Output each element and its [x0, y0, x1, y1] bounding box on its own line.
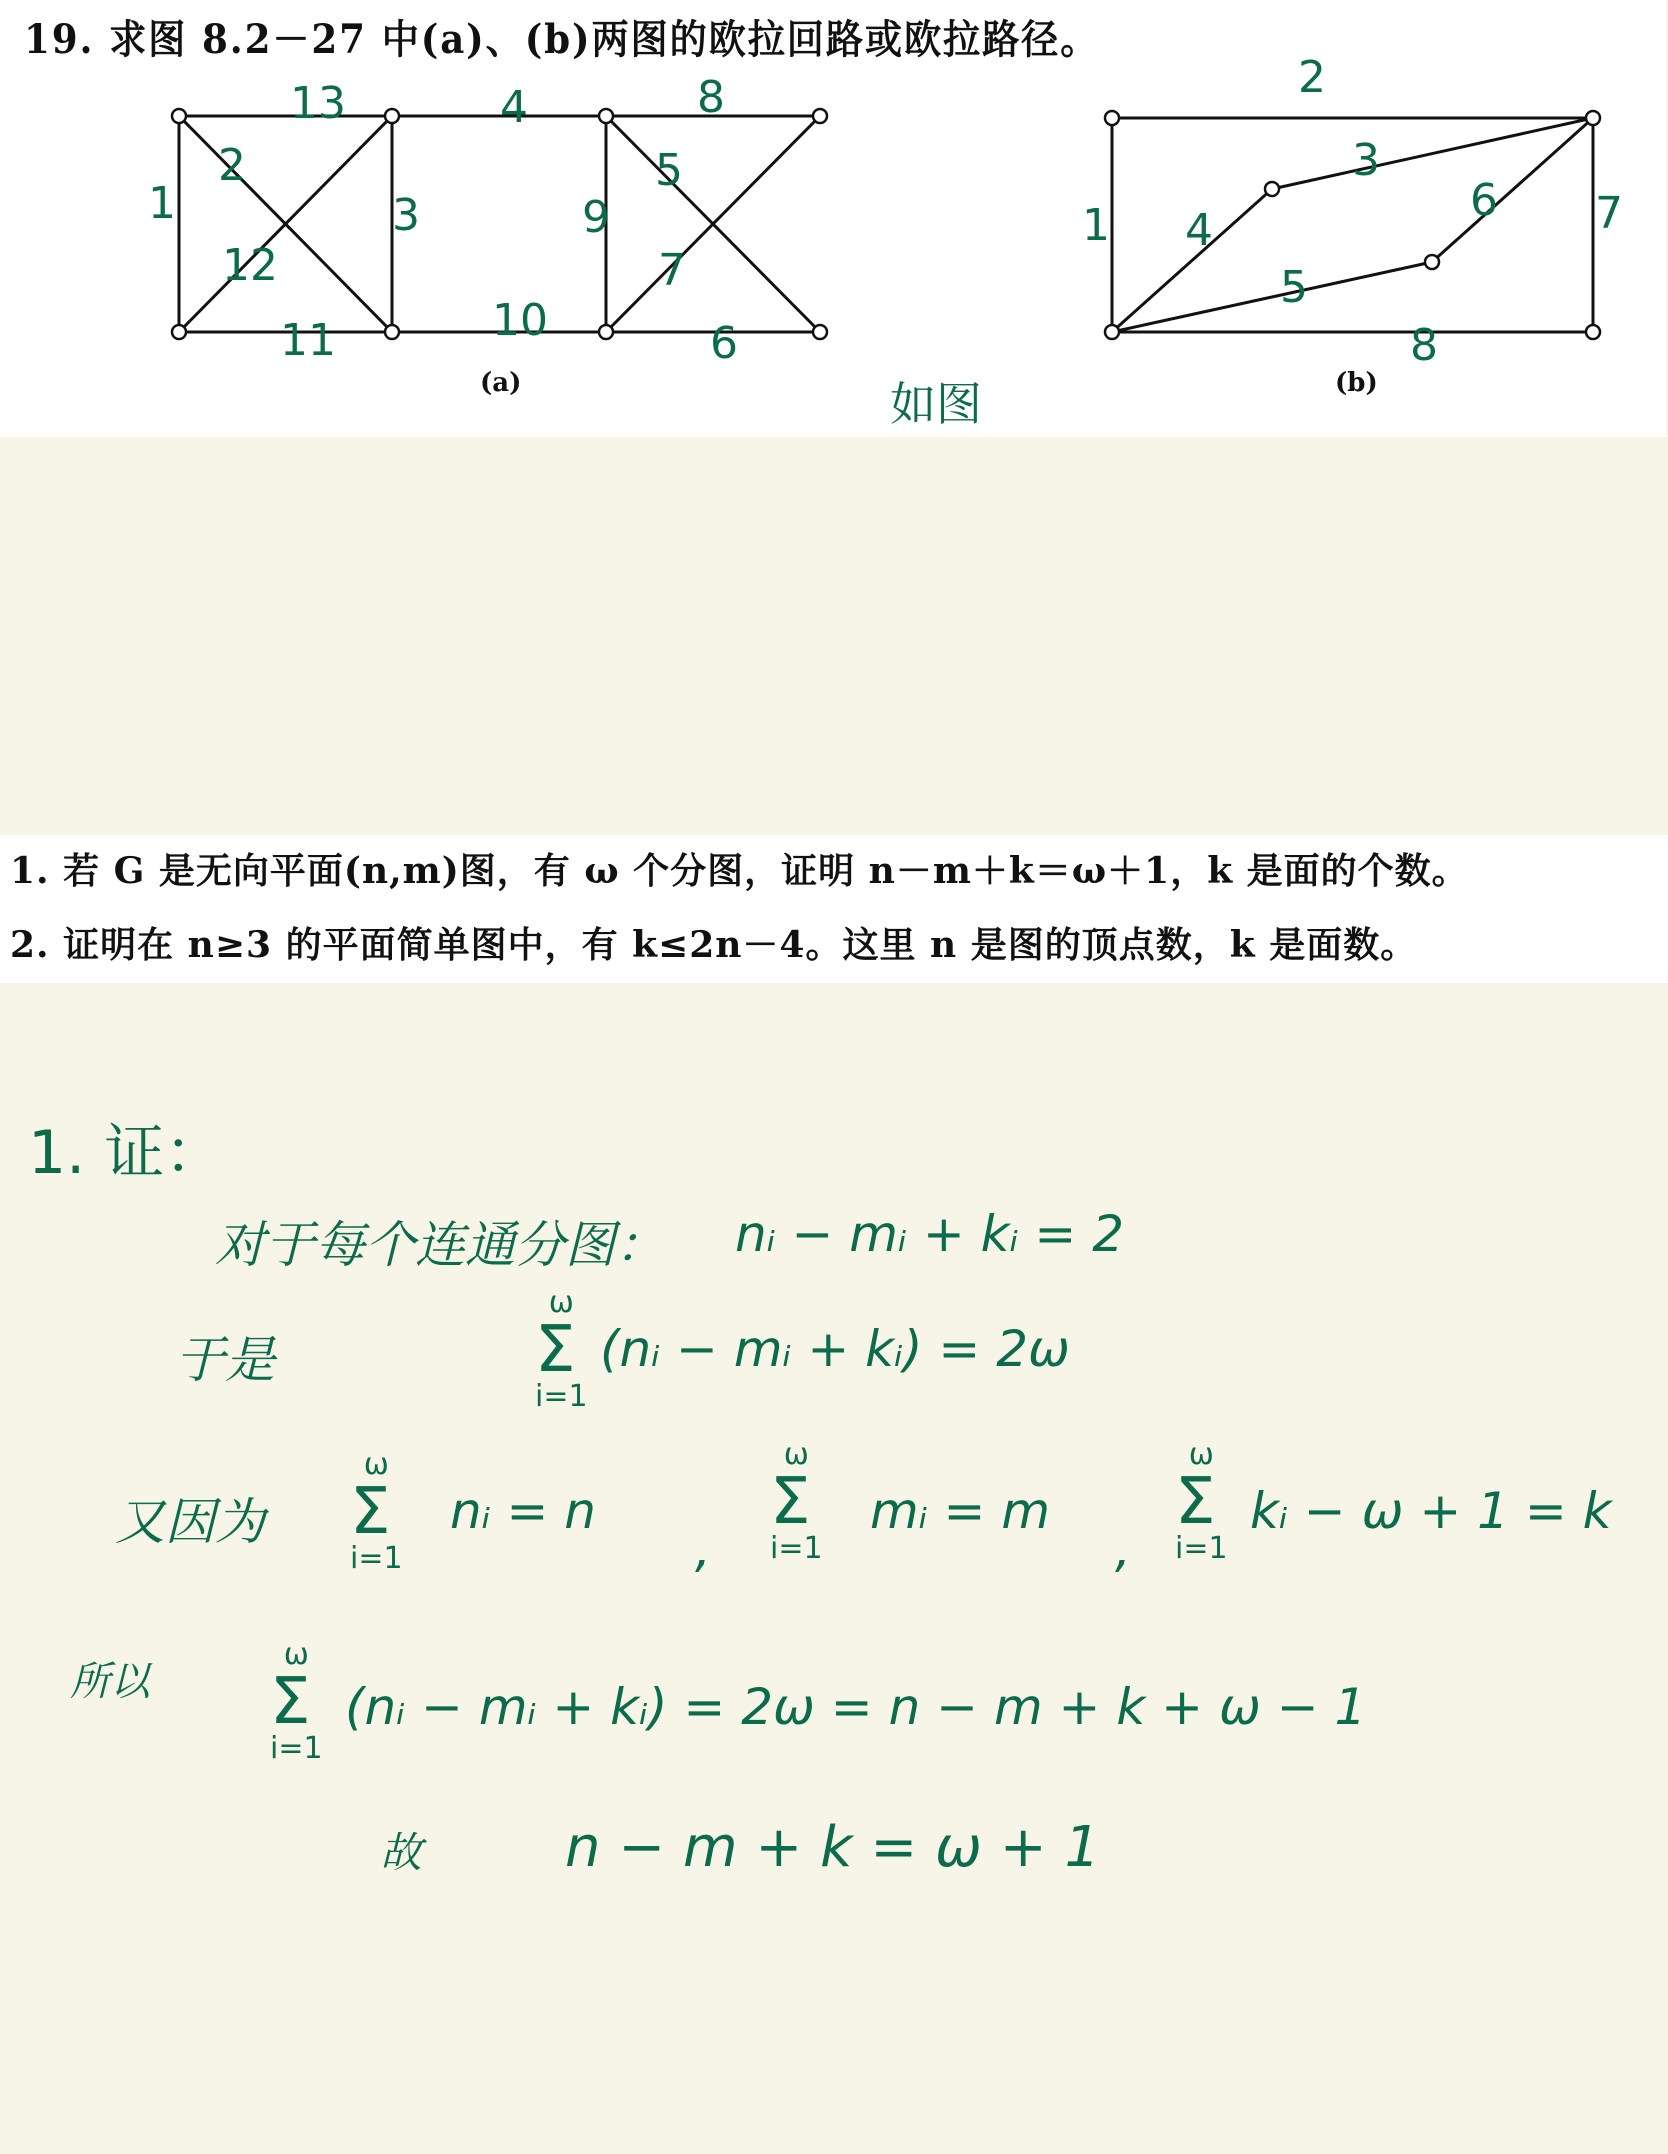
- edge-number-label: 7: [1595, 188, 1623, 239]
- graph-vertex: [172, 325, 186, 339]
- proof-line5-text: 故: [380, 1828, 423, 1877]
- edge-number-label: 2: [218, 140, 246, 191]
- proof-line3-eq-k: kᵢ − ω + 1 = k: [1250, 1482, 1612, 1540]
- edge-number-label: 5: [655, 145, 683, 196]
- graph-vertex: [813, 325, 827, 339]
- proof-line3-eq-m: mᵢ = m: [870, 1482, 1051, 1540]
- proof-line3-eq-n: nᵢ = n: [450, 1482, 596, 1540]
- proof-heading: 1. 证：: [28, 1118, 225, 1188]
- exercise-19-title: 19. 求图 8.2－27 中(a)、(b)两图的欧拉回路或欧拉路径。: [24, 16, 1100, 63]
- graph-a-caption: (a): [480, 368, 522, 398]
- edge-number-label: 11: [280, 315, 336, 366]
- graph-vertex: [1586, 325, 1600, 339]
- edge-number-label: 13: [290, 78, 346, 129]
- summation-symbol: ω Σ i=1: [270, 1637, 323, 1766]
- graph-vertex: [385, 109, 399, 123]
- graph-vertex: [1105, 111, 1119, 125]
- graph-vertex: [813, 109, 827, 123]
- proof-line4-equation: (nᵢ − mᵢ + kᵢ) = 2ω = n − m + k + ω − 1: [345, 1678, 1367, 1736]
- comma: ,: [1115, 1520, 1131, 1578]
- summation-symbol: ω Σ i=1: [350, 1447, 403, 1576]
- graph-b-caption: (b): [1335, 368, 1378, 398]
- edge-number-label: 3: [1352, 135, 1380, 186]
- proof-line4-text: 所以: [70, 1659, 150, 1705]
- problem-2-text: 2. 证明在 n≥3 的平面简单图中，有 k≤2n－4。这里 n 是图的顶点数，k 是面数。: [10, 924, 1418, 966]
- proof-line1-text: 对于每个连通分图：: [215, 1216, 665, 1274]
- comma: ,: [695, 1520, 711, 1578]
- graph-vertex: [599, 109, 613, 123]
- edge-number-label: 1: [1082, 200, 1110, 251]
- edge-number-label: 10: [492, 295, 548, 346]
- graph-vertex: [385, 325, 399, 339]
- graph-edge: [1272, 118, 1593, 189]
- graph-vertex: [1586, 111, 1600, 125]
- edge-number-label: 12: [222, 240, 278, 291]
- handwritten-annotation-as-shown: 如图: [890, 377, 982, 431]
- graph-vertex: [1105, 325, 1119, 339]
- summation-symbol: ω Σ i=1: [770, 1437, 823, 1566]
- edge-number-label: 8: [1410, 320, 1438, 371]
- edge-number-label: 4: [1185, 205, 1213, 256]
- summation-symbol: ω Σ i=1: [535, 1285, 588, 1414]
- problem-1-text: 1. 若 G 是无向平面(n,m)图，有 ω 个分图，证明 n－m＋k＝ω＋1，k 是面的个数。: [10, 850, 1469, 892]
- euler-graphs-figure: [0, 0, 1668, 437]
- edge-number-label: 5: [1280, 262, 1308, 313]
- graph-vertex: [172, 109, 186, 123]
- edge-number-label: 6: [710, 318, 738, 369]
- summation-symbol: ω Σ i=1: [1175, 1437, 1228, 1566]
- edge-number-label: 9: [582, 192, 610, 243]
- edge-number-label: 6: [1470, 175, 1498, 226]
- edge-number-label: 8: [697, 72, 725, 123]
- graph-vertex: [1425, 255, 1439, 269]
- proof-line2-text: 于是: [175, 1331, 275, 1389]
- graph-edge: [1432, 118, 1593, 262]
- graph-vertex: [599, 325, 613, 339]
- graph-vertex: [1265, 182, 1279, 196]
- proof-line3-text: 又因为: [115, 1493, 265, 1551]
- edge-number-label: 1: [148, 178, 176, 229]
- proof-conclusion: n − m + k = ω + 1: [565, 1815, 1101, 1880]
- edge-number-label: 7: [658, 245, 686, 296]
- proof-line2-equation: (nᵢ − mᵢ + kᵢ) = 2ω: [600, 1320, 1070, 1378]
- edge-number-label: 3: [392, 190, 420, 241]
- proof-line1-equation: nᵢ − mᵢ + kᵢ = 2: [735, 1205, 1125, 1263]
- graph-edge: [1112, 262, 1432, 332]
- edge-number-label: 2: [1298, 52, 1326, 103]
- edge-number-label: 4: [500, 82, 528, 133]
